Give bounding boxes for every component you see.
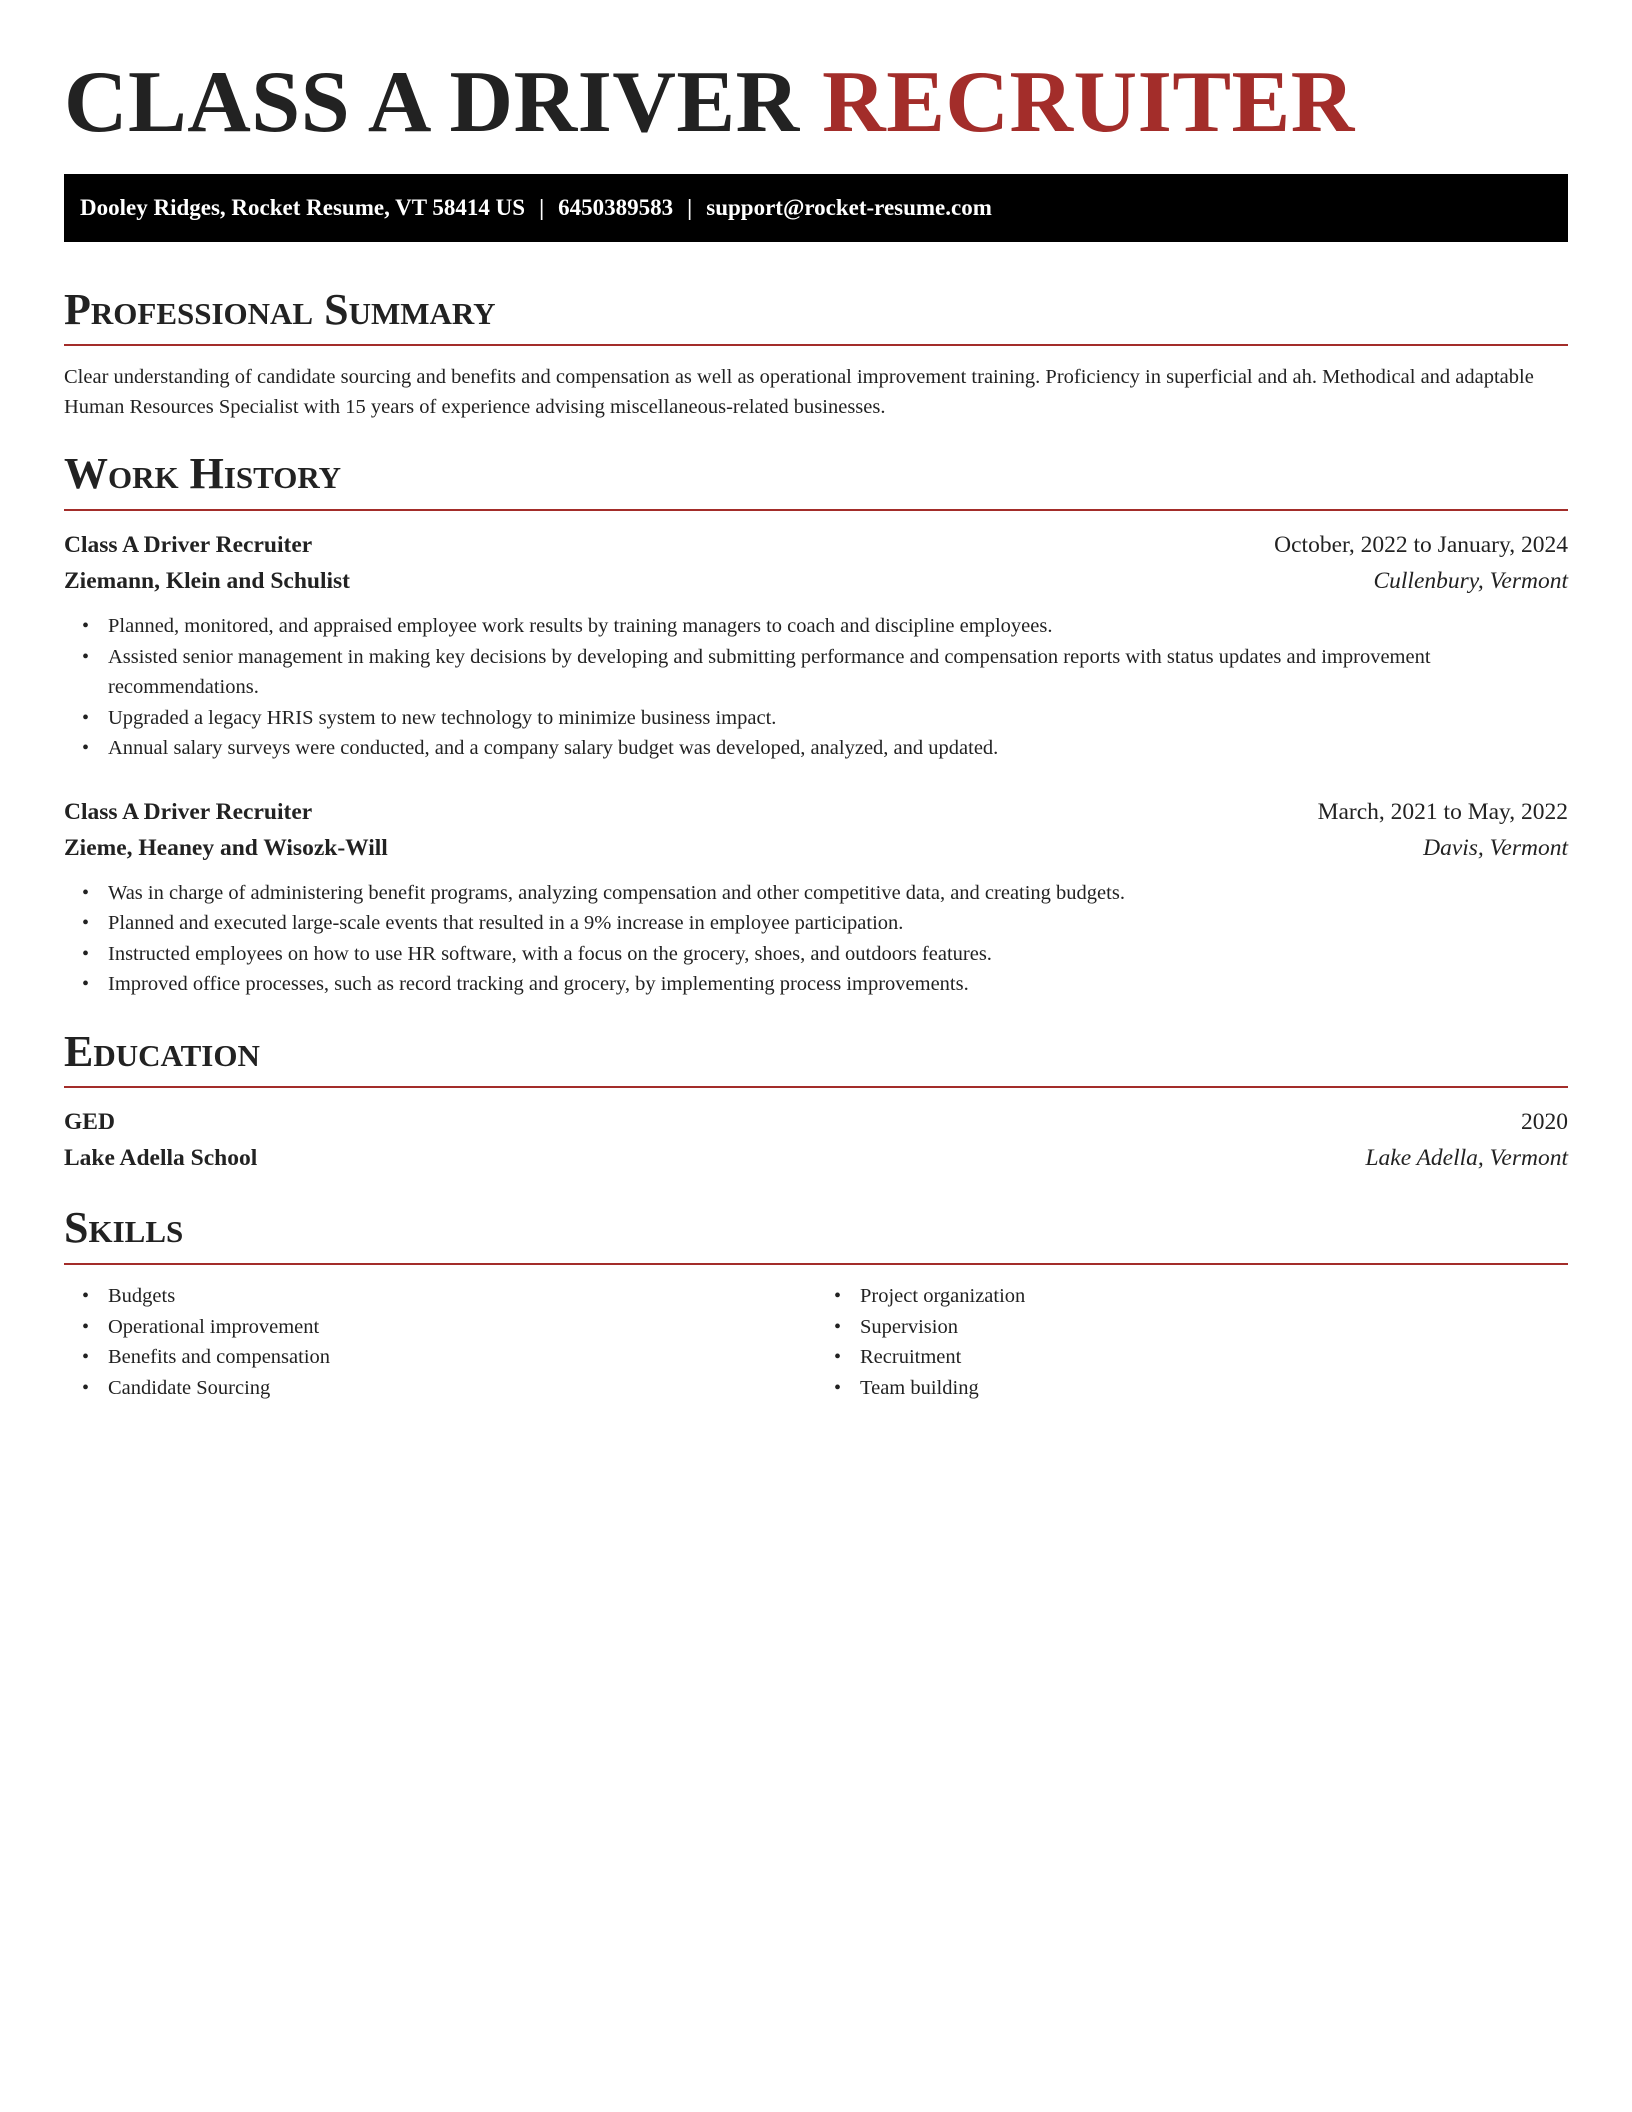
- job-bullet: • Planned, monitored, and appraised employee work results by training managers to coach and discipline employees.: [108, 611, 1568, 642]
- skill-item: • Benefits and compensation: [108, 1342, 816, 1373]
- skill-item: • Supervision: [860, 1312, 1568, 1343]
- summary-text: Clear understanding of candidate sourcing and benefits and compensation as well as operational improvement training. Proficiency in superficial and ah. Methodical and adaptable Human Resources Specialist with 15 years of experience advising miscellaneous-related businesses.: [64, 366, 1534, 419]
- job-bullet: • Was in charge of administering benefit programs, analyzing compensation and other competitive data, and creating budgets.: [108, 878, 1568, 909]
- skill-item: • Operational improvement: [108, 1312, 816, 1343]
- job-bullet: • Upgraded a legacy HRIS system to new technology to minimize business impact.: [108, 703, 1568, 734]
- education-entry: [64, 1104, 1568, 1176]
- skills-list-right: [816, 1281, 1568, 1403]
- education-school-row: [64, 1140, 1568, 1176]
- skills-heading: Skills: [64, 1203, 184, 1253]
- job-header-row: [64, 794, 1568, 830]
- education-location: Lake Adella, Vermont: [1365, 1145, 1568, 1172]
- contact-separator: |: [539, 194, 545, 220]
- section-divider: [64, 509, 1568, 511]
- education-heading: Education: [64, 1026, 260, 1076]
- skill-item: • Team building: [860, 1373, 1568, 1404]
- job-company-row: [64, 563, 1568, 599]
- job-title: Class A Driver Recruiter: [64, 798, 313, 825]
- job-bullet: • Annual salary surveys were conducted, and a company salary budget was developed, analyzed, and updated.: [108, 733, 1568, 764]
- skill-item: • Project organization: [860, 1281, 1568, 1312]
- education-degree-row: [64, 1104, 1568, 1140]
- summary-heading: Professional Summary: [64, 284, 496, 334]
- section-divider: [64, 344, 1568, 346]
- job-entry: [64, 794, 1568, 1000]
- education-section: [64, 1026, 1568, 1177]
- job-dates: October, 2022 to January, 2024: [1274, 532, 1568, 559]
- work-history-section: [64, 448, 1568, 999]
- contact-email: support@rocket-resume.com: [706, 194, 992, 220]
- skills-grid: [64, 1281, 1568, 1403]
- skill-item: • Budgets: [108, 1281, 816, 1312]
- skill-item: • Recruitment: [860, 1342, 1568, 1373]
- job-bullet: • Improved office processes, such as record tracking and grocery, by implementing process improvements.: [108, 969, 1568, 1000]
- title-role: CLASS A DRIVER: [64, 54, 800, 151]
- education-year: 2020: [1521, 1109, 1568, 1136]
- job-location: Davis, Vermont: [1423, 834, 1568, 861]
- job-entry: [64, 527, 1568, 764]
- job-location: Cullenbury, Vermont: [1373, 568, 1568, 595]
- skill-item: • Candidate Sourcing: [108, 1373, 816, 1404]
- contact-separator: |: [687, 194, 693, 220]
- job-header-row: [64, 527, 1568, 563]
- contact-bar: [64, 174, 1568, 242]
- education-degree: GED: [64, 1109, 115, 1136]
- job-bullet: • Instructed employees on how to use HR software, with a focus on the grocery, shoes, and outdoors features.: [108, 939, 1568, 970]
- job-dates: March, 2021 to May, 2022: [1317, 798, 1568, 825]
- resume-title: [64, 50, 1568, 156]
- contact-phone: 6450389583: [558, 194, 674, 220]
- job-bullets: [64, 878, 1568, 1000]
- title-role-accent: RECRUITER: [822, 54, 1355, 151]
- job-company-row: [64, 830, 1568, 866]
- education-school: Lake Adella School: [64, 1145, 258, 1172]
- job-bullet: • Assisted senior management in making key decisions by developing and submitting performance and compensation reports with status updates and improvement recommendations.: [108, 642, 1568, 703]
- job-bullet: • Planned and executed large-scale events that resulted in a 9% increase in employee participation.: [108, 908, 1568, 939]
- summary-section: [64, 284, 1568, 423]
- job-company: Ziemann, Klein and Schulist: [64, 568, 350, 595]
- skills-section: [64, 1202, 1568, 1403]
- contact-address: Dooley Ridges, Rocket Resume, VT 58414 US: [80, 194, 526, 220]
- work-history-heading: Work History: [64, 449, 342, 499]
- job-company: Zieme, Heaney and Wisozk-Will: [64, 834, 388, 861]
- skills-list-left: [64, 1281, 816, 1403]
- job-bullets: [64, 611, 1568, 764]
- section-divider: [64, 1086, 1568, 1088]
- section-divider: [64, 1263, 1568, 1265]
- job-title: Class A Driver Recruiter: [64, 532, 313, 559]
